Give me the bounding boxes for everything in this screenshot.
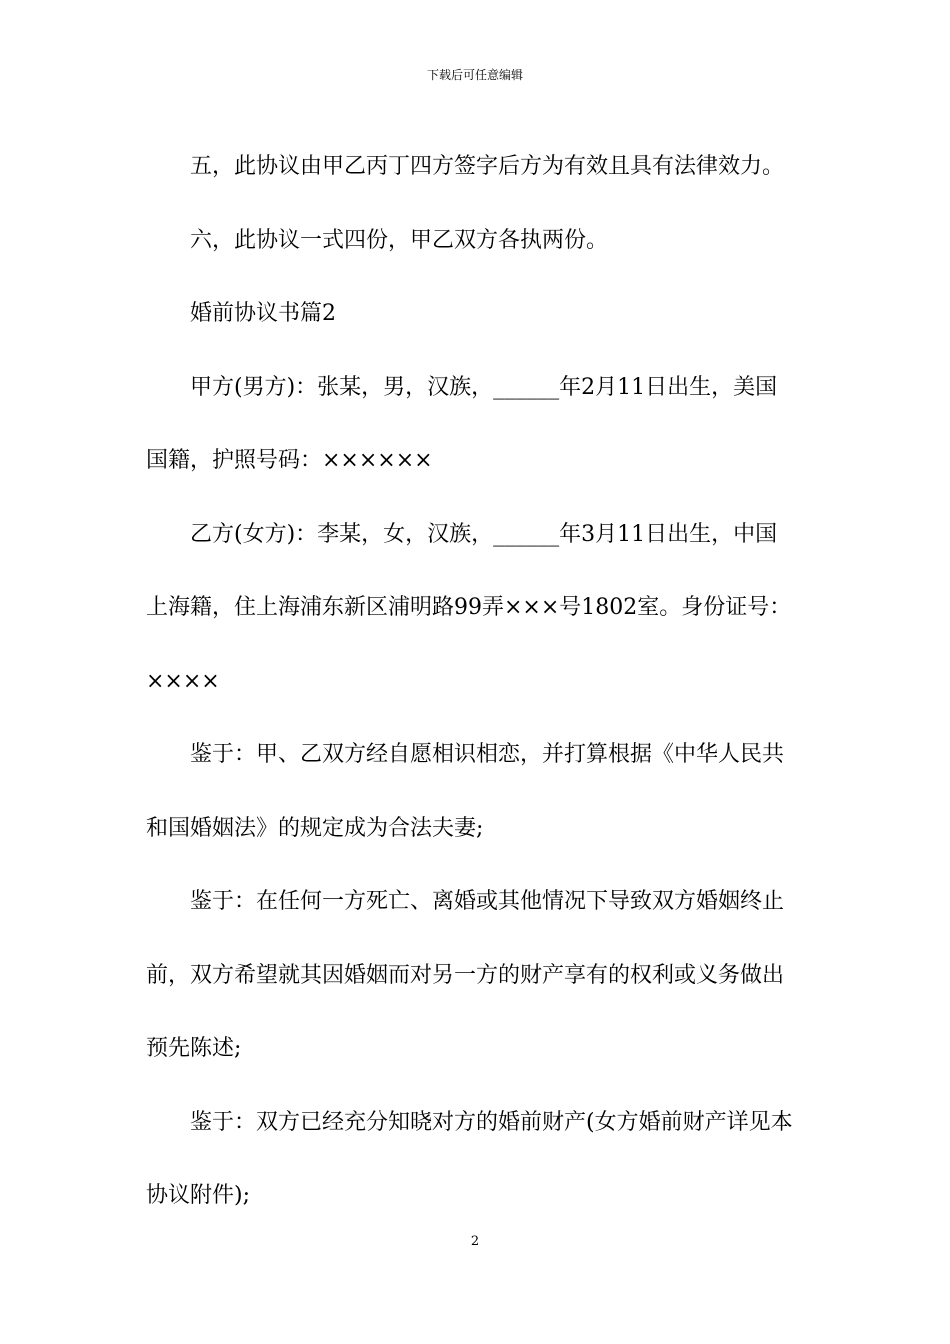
whereas-1-line-2: 和国婚姻法》的规定成为合法夫妻;	[146, 815, 484, 841]
party-b-line-3: ××××	[146, 668, 220, 694]
whereas-1-line-1: 鉴于：甲、乙双方经自愿相识相恋，并打算根据《中华人民共	[190, 742, 785, 767]
document-body	[146, 130, 808, 1233]
party-a-line-2: 国籍，护照号码：××××××	[146, 448, 433, 473]
whereas-2-line-2: 前，双方希望就其因婚姻而对另一方的财产享有的权利或义务做出	[146, 962, 785, 988]
whereas-2-line-3: 预先陈述;	[146, 1036, 242, 1061]
whereas-3-line-1: 鉴于：双方已经充分知晓对方的婚前财产(女方婚前财产详见本	[190, 1109, 793, 1135]
party-b-line-1: 乙方(女方)：李某，女，汉族，______年3月11日出生，中国	[190, 521, 778, 547]
page-header: 下载后可任意编辑	[426, 68, 523, 82]
clause-five: 五，此协议由甲乙丙丁四方签字后方为有效且具有法律效力。	[190, 154, 785, 179]
party-a-line-1: 甲方(男方)：张某，男，汉族，______年2月11日出生，美国	[190, 374, 778, 400]
clause-six: 六，此协议一式四份，甲乙双方各执两份。	[190, 227, 609, 253]
party-b-line-2: 上海籍，住上海浦东新区浦明路99弄×××号1802室。身份证号：	[146, 595, 792, 620]
whereas-3-line-2: 协议附件);	[146, 1183, 250, 1208]
section-title: 婚前协议书篇2	[190, 301, 336, 326]
whereas-2-line-1: 鉴于：在任何一方死亡、离婚或其他情况下导致双方婚姻终止	[190, 889, 785, 914]
page-number: 2	[470, 1234, 480, 1249]
